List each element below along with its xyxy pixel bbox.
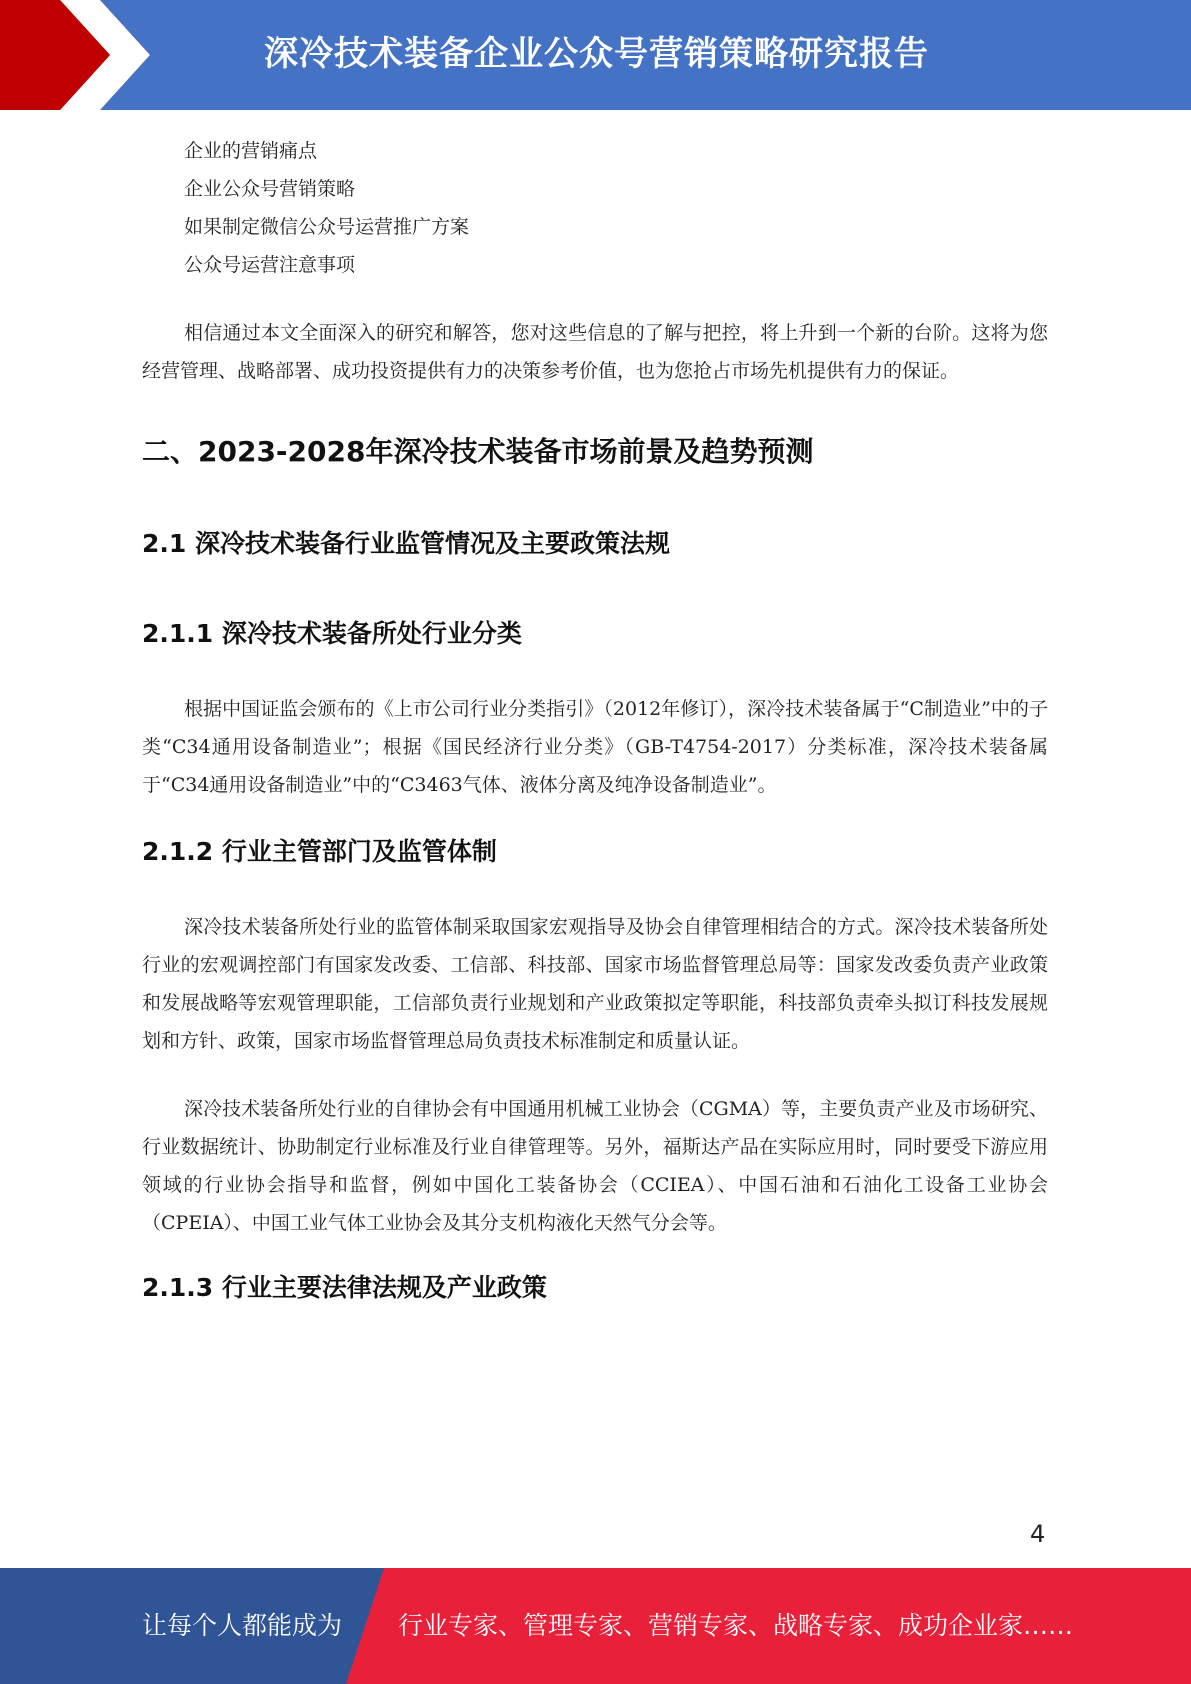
subsection-heading: 2.1 深冷技术装备行业监管情况及主要政策法规 (142, 529, 670, 558)
page-footer (0, 1568, 1191, 1684)
report-title: 深冷技术装备企业公众号营销策略研究报告 (264, 34, 929, 74)
page-number: 4 (1030, 1520, 1046, 1548)
intro-paragraph: 相信通过本文全面深入的研究和解答，您对这些信息的了解与把控，将上升到一个新的台阶。这将为您经营管理、战略部署、成功投资提供有力的决策参考价值，也为您抢占市场先机提供有力的保证。 (142, 322, 1048, 382)
paragraph-2-1-2-b: 深冷技术装备所处行业的自律协会有中国通用机械工业协会（CGMA）等，主要负责产业及市场研究、行业数据统计、协助制定行业标准及行业自律管理等。另外，福斯达产品在实际应用时，同时要受下游应用领域的行业协会指导和监督，例如中国化工装备协会（CCIEA）、中国石油和石油化工设备工业协会（CPEIA）、中国工业气体工业协会及其分支机构液化天然气分会等。 (142, 1098, 1048, 1234)
section-heading: 二、2023-2028年深冷技术装备市场前景及趋势预测 (142, 435, 814, 468)
toc-item: 公众号运营注意事项 (184, 254, 356, 276)
toc-item: 如果制定微信公众号运营推广方案 (184, 216, 470, 238)
toc-item: 企业的营销痛点 (184, 140, 318, 162)
paragraph-2-1-1: 根据中国证监会颁布的《上市公司行业分类指引》（2012年修订），深冷技术装备属于“C制造业”中的子类“C34通用设备制造业”；根据《国民经济行业分类》（GB-T4754-2017）分类标准，深冷技术装备属于“C34通用设备制造业”中的“C3463气体、液体分离及纯净设备制造业”。 (142, 698, 1048, 796)
subsubsection-heading-2-1-1: 2.1.1 深冷技术装备所处行业分类 (142, 619, 522, 648)
paragraph-2-1-2-a: 深冷技术装备所处行业的监管体制采取国家宏观指导及协会自律管理相结合的方式。深冷技术装备所处行业的宏观调控部门有国家发改委、工信部、科技部、国家市场监督管理总局等：国家发改委负责产业政策和发展战略等宏观管理职能，工信部负责行业规划和产业政策拟定等职能，科技部负责牵头拟订科技发展规划和方针、政策，国家市场监督管理总局负责技术标准制定和质量认证。 (142, 916, 1048, 1052)
page-header (0, 0, 1191, 110)
document-body (142, 132, 1048, 1306)
footer-slogan-right: 行业专家、管理专家、营销专家、战略专家、成功企业家…… (398, 1611, 1074, 1640)
toc-item: 企业公众号营销策略 (184, 178, 356, 200)
footer-slogan-left: 让每个人都能成为 (142, 1611, 343, 1640)
subsubsection-heading-2-1-3: 2.1.3 行业主要法律法规及产业政策 (142, 1273, 547, 1302)
toc-list (142, 132, 1048, 284)
subsubsection-heading-2-1-2: 2.1.2 行业主管部门及监管体制 (142, 837, 497, 866)
